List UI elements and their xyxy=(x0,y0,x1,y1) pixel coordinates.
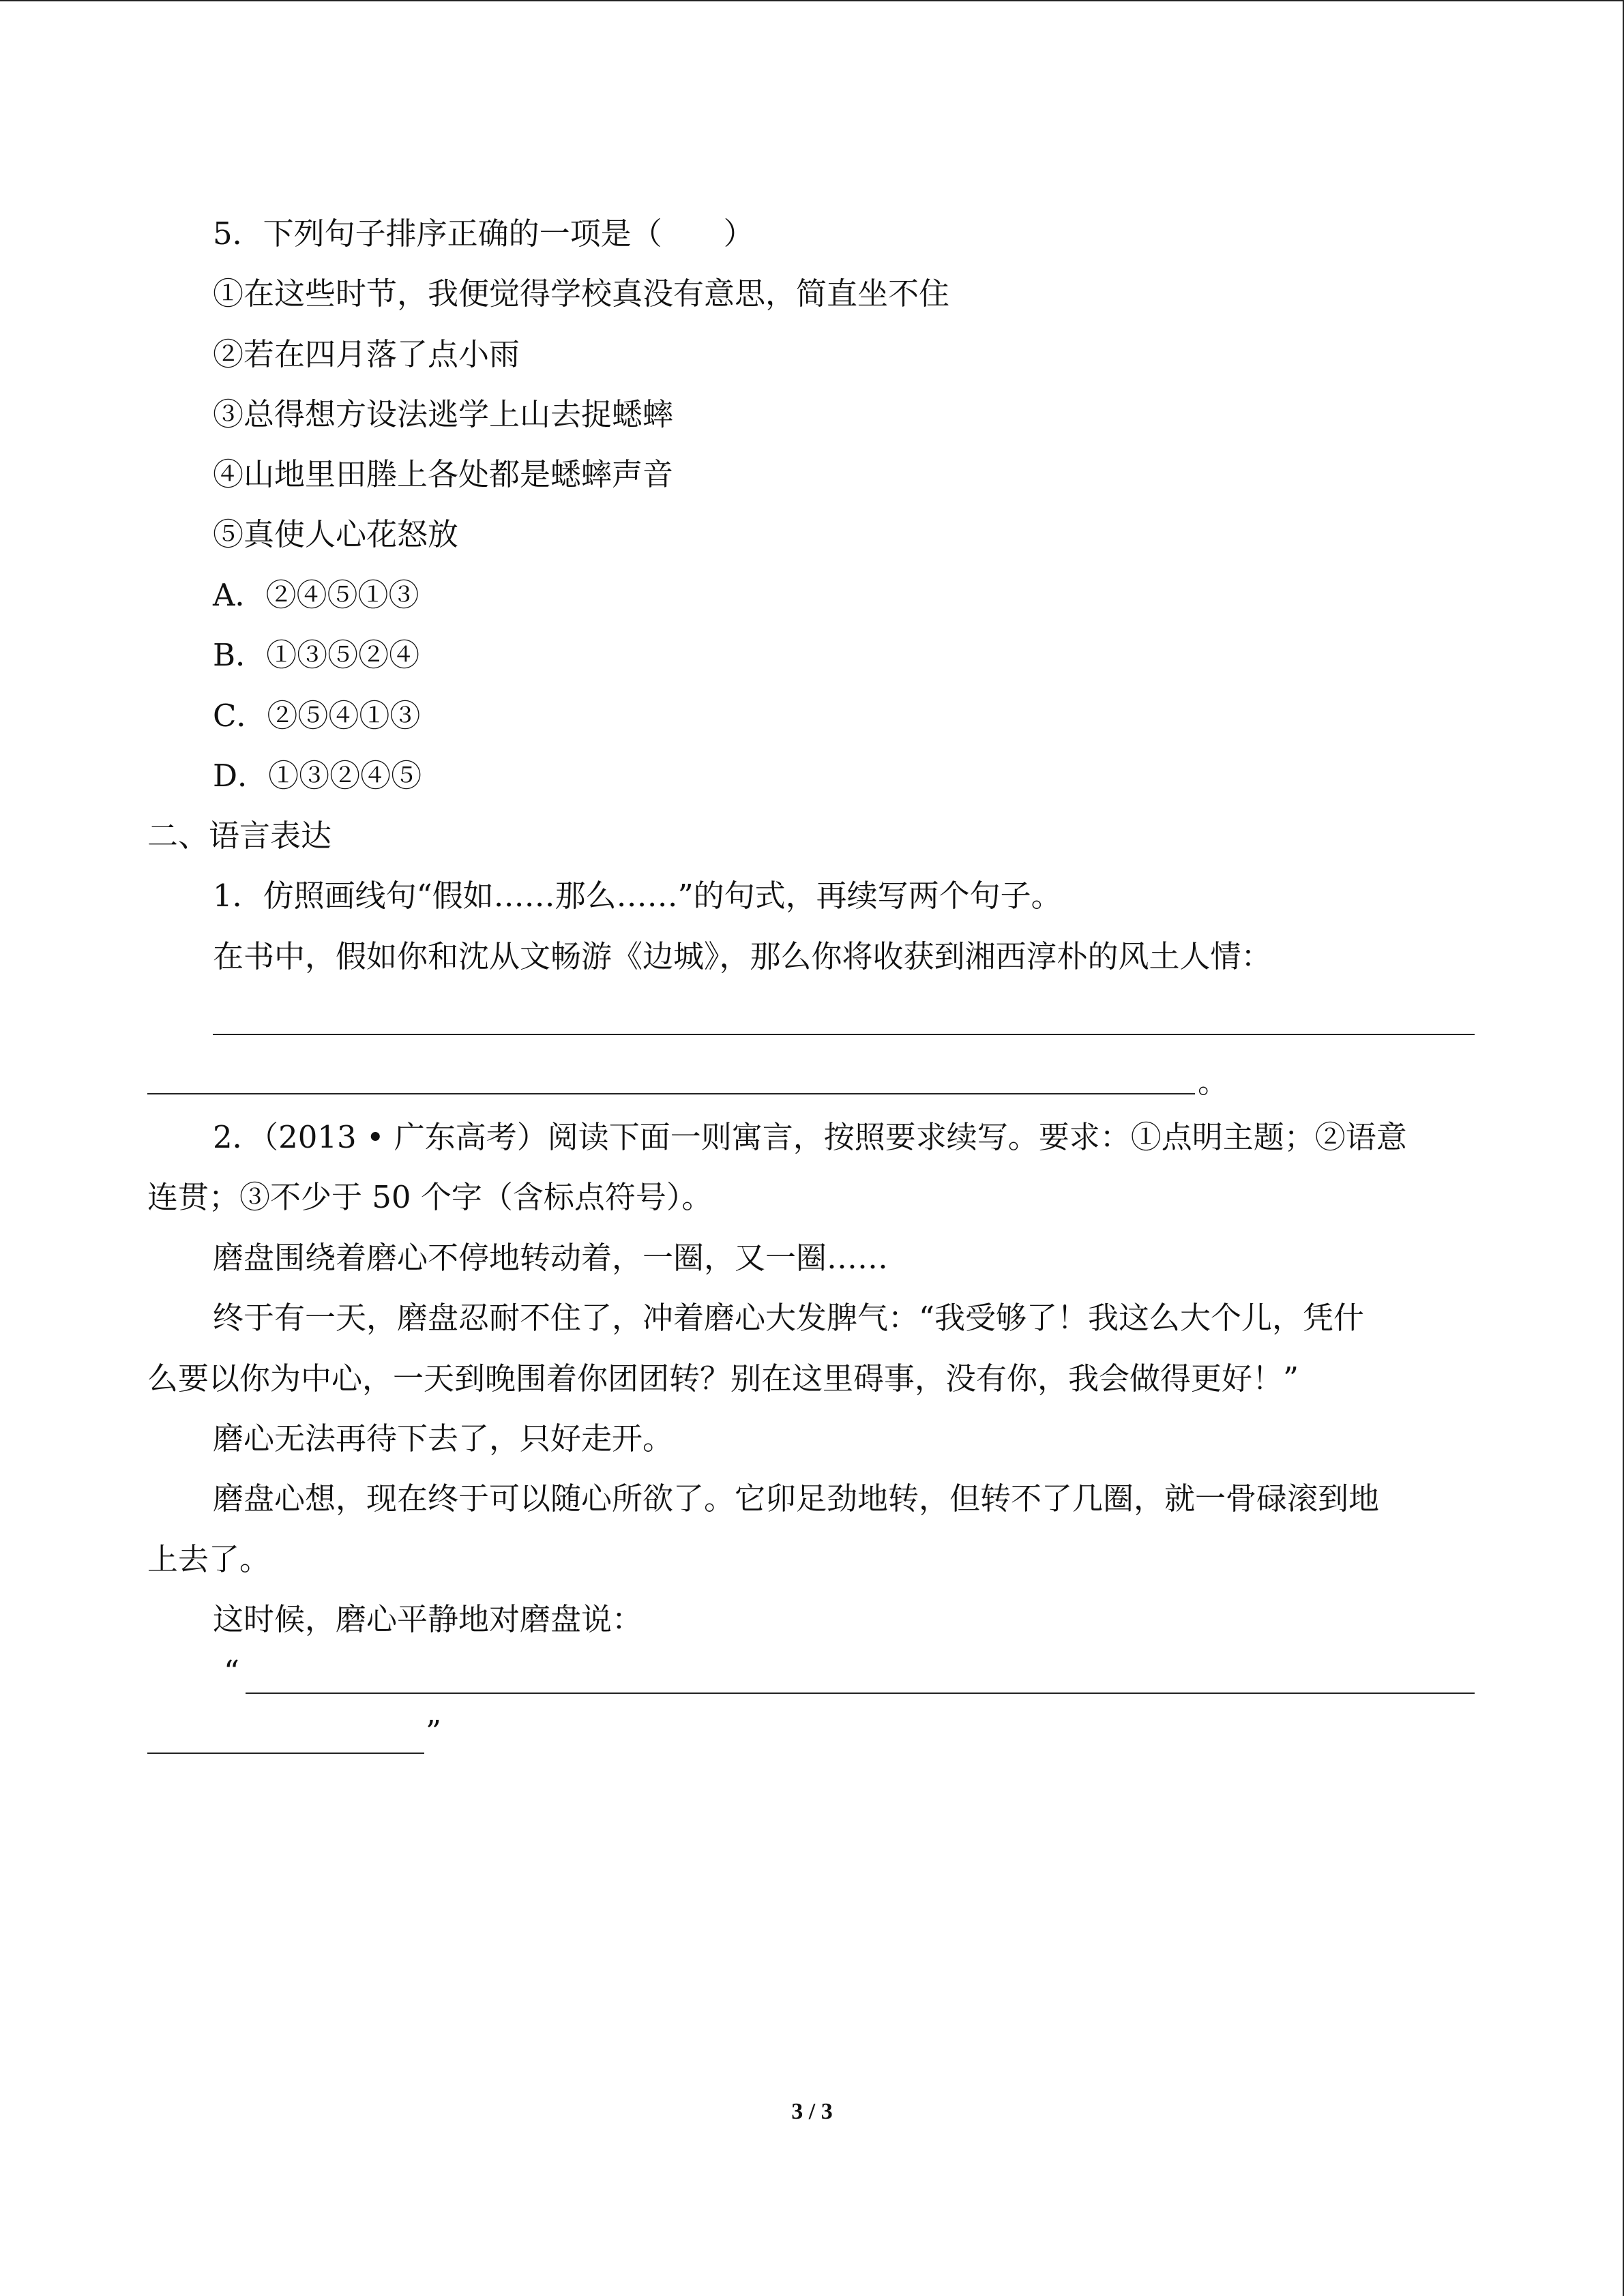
page-number: 3 / 3 xyxy=(791,2099,833,2124)
q2-story-line-6: 上去了。 xyxy=(147,1541,271,1577)
q5-option-a: A．②④⑤①③ xyxy=(213,577,419,613)
q5-sentence-1: ①在这些时节，我便觉得学校真没有意思，简直坐不住 xyxy=(213,275,950,312)
q1-answer-blank-1[interactable] xyxy=(213,1034,1475,1035)
q2-story-line-5: 磨盘心想，现在终于可以随心所欲了。它卯足劲地转，但转不了几圈，就一骨碌滚到地 xyxy=(213,1480,1380,1517)
page-top-border xyxy=(0,0,1623,1)
q2-stem-line1: 2．（2013 • 广东高考）阅读下面一则寓言，按照要求续写。要求：①点明主题；②语意 xyxy=(213,1119,1407,1155)
q1-example: 在书中，假如你和沈从文畅游《边城》，那么你将收获到湘西淳朴的风土人情： xyxy=(213,938,1272,974)
q2-open-quote: “ xyxy=(224,1654,240,1690)
q5-sentence-3: ③总得想方设法逃学上山去捉蟋蟀 xyxy=(213,396,674,432)
q5-sentence-5: ⑤真使人心花怒放 xyxy=(213,516,459,552)
q5-option-d: D．①③②④⑤ xyxy=(213,758,422,794)
q2-story-line-7: 这时候，磨心平静地对磨盘说： xyxy=(213,1601,643,1637)
q2-story-line-2: 终于有一天，磨盘忍耐不住了，冲着磨心大发脾气：“我受够了！我这么大个儿，凭什 xyxy=(213,1300,1365,1336)
q5-option-b: B．①③⑤②④ xyxy=(213,637,420,673)
q1-end-mark: 。 xyxy=(1198,1064,1229,1100)
q1-answer-blank-2[interactable] xyxy=(147,1093,1195,1094)
q5-sentence-2: ②若在四月落了点小雨 xyxy=(213,336,520,372)
q2-answer-blank-2[interactable] xyxy=(147,1753,424,1754)
q1-stem: 1．仿照画线句“假如……那么……”的句式，再续写两个句子。 xyxy=(213,878,1062,914)
q2-story-line-4: 磨心无法再待下去了，只好走开。 xyxy=(213,1420,674,1457)
section2-heading: 二、语言表达 xyxy=(147,818,332,854)
q2-story-line-1: 磨盘围绕着磨心不停地转动着，一圈，又一圈…… xyxy=(213,1240,889,1276)
q2-story-line-3: 么要以你为中心，一天到晚围着你团团转？别在这里碍事，没有你，我会做得更好！” xyxy=(147,1360,1299,1397)
q2-close-quote: ” xyxy=(426,1714,442,1750)
q5-option-c: C．②⑤④①③ xyxy=(213,698,421,734)
q5-sentence-4: ④山地里田塍上各处都是蟋蟀声音 xyxy=(213,456,674,492)
q2-stem-line2: 连贯；③不少于 50 个字（含标点符号）。 xyxy=(147,1179,713,1215)
q5-stem: 5．下列句子排序正确的一项是（ ） xyxy=(213,215,754,252)
q2-answer-blank-1[interactable] xyxy=(246,1693,1475,1694)
